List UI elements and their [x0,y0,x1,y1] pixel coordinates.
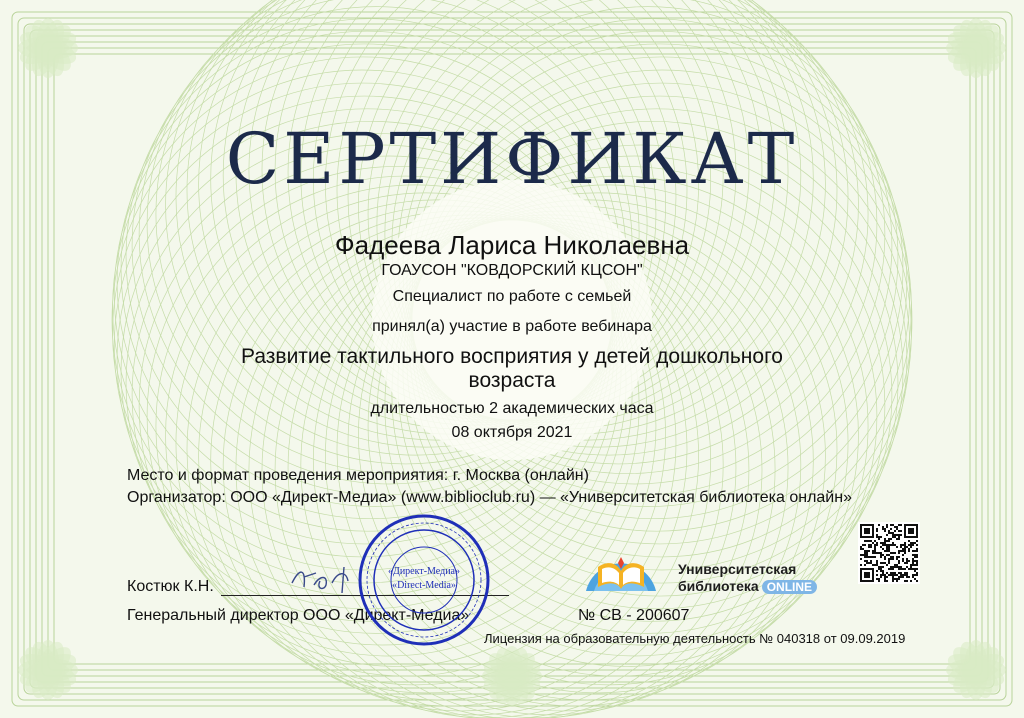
webinar-date: 08 октября 2021 [451,424,573,441]
qr-code [858,522,920,584]
signer-position: Генеральный директор ООО «Директ-Медиа» [127,607,470,624]
recipient-position: Специалист по работе с семьей [392,288,632,305]
event-organizer: Организатор: ООО «Директ-Медиа» (www.biblioclub.ru) — «Университетская библиотека онлайн» [127,489,852,506]
webinar-duration: длительностью 2 академических часа [370,400,654,417]
signer-name: Костюк К.Н. [127,578,214,595]
logo-line-1: Университетская [678,561,797,577]
license-text: Лицензия на образовательную деятельность № 040318 от 09.09.2019 [484,631,906,646]
stamp-center-bottom: «Direct-Media» [392,580,456,591]
participation-text: принял(а) участие в работе вебинара [372,318,652,335]
logo-line-2: библиотека [678,578,759,594]
library-logo-icon [580,537,662,593]
event-venue: Место и формат проведения мероприятия: г. Москва (онлайн) [127,467,589,484]
signature [286,563,356,595]
recipient-name: Фадеева Лариса Николаевна [334,230,690,260]
certificate-title: СЕРТИФИКАТ [225,118,799,200]
stamp-center-top: «Директ-Медиа» [388,566,460,577]
organization-stamp [357,513,491,647]
certificate-number: № СВ - 200607 [578,607,690,624]
webinar-title: Развитие тактильного восприятия у детей дошкольного возраста [241,345,783,392]
library-logo-text [678,561,817,595]
recipient-organization: ГОАУСОН "КОВДОРСКИЙ КЦСОН" [381,262,643,279]
logo-badge: ONLINE [762,580,817,594]
